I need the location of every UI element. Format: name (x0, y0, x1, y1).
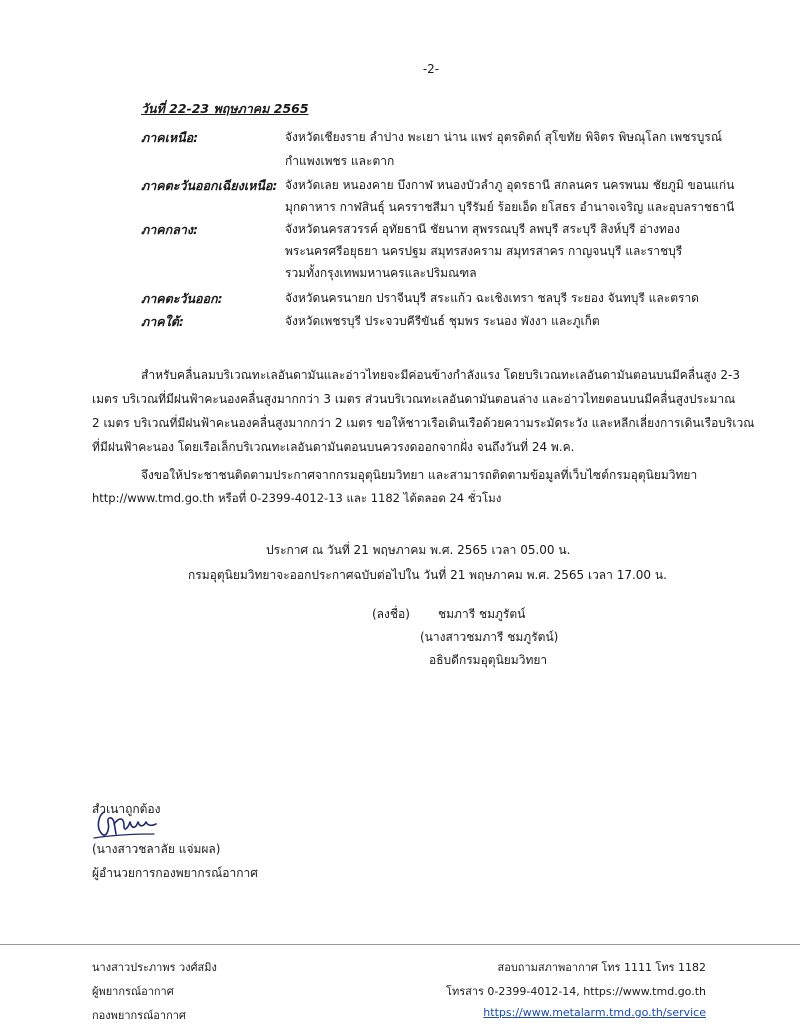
signatory-full-name: (นางสาวชมภารี ชมภูรัตน์) (420, 630, 559, 644)
region-text-line: จังหวัดเชียงราย ลำปาง พะเยา น่าน แพร่ อุตรดิตถ์ สุโขทัย พิจิตร พิษณุโลก เพชรบูรณ์ (285, 130, 722, 144)
footer-forecaster-title: ผู้พยากรณ์อากาศ (92, 985, 174, 998)
signed-name: ชมภารี ชมภูรัตน์ (438, 607, 526, 621)
wave-paragraph-line: เมตร บริเวณที่มีฝนฟ้าคะนองคลื่นสูงมากกว่า 3 เมตร ส่วนบริเวณทะเลอันดามันตอนล่าง และอ่าวไทยตอนบนมีคลื่นสูงประมาณ (92, 392, 736, 406)
announcement-issued: ประกาศ ณ วันที่ 21 พฤษภาคม พ.ศ. 2565 เวลา 05.00 น. (266, 543, 571, 557)
follow-paragraph-line: http://www.tmd.go.th หรือที่ 0-2399-4012-13 และ 1182 ได้ตลอด 24 ชั่วโมง (92, 491, 502, 505)
footer-service-link[interactable]: https://www.metalarm.tmd.go.th/service (483, 1006, 706, 1019)
region-label-central: ภาคกลาง: (141, 222, 198, 237)
signature-scribble-icon (92, 808, 158, 842)
wave-paragraph-line: ที่มีฝนฟ้าคะนอง โดยเรือเล็กบริเวณทะเลอันดามันตอนบนควรงดออกจากฝั่ง จนถึงวันที่ 24 พ.ค. (92, 440, 575, 454)
region-label-south: ภาคใต้: (141, 314, 184, 329)
footer-divider (0, 944, 800, 945)
wave-paragraph-line: 2 เมตร บริเวณที่มีฝนฟ้าคะนองคลื่นสูงมากกว่า 2 เมตร ขอให้ชาวเรือเดินเรือด้วยความระมัดระวัง และหลีกเลี่ยงการเดินเรือบริเวณ (92, 416, 755, 430)
footer-division: กองพยากรณ์อากาศ (92, 1009, 186, 1022)
follow-paragraph-line: จึงขอให้ประชาชนติดตามประกาศจากกรมอุตุนิยมวิทยา และสามารถติดตามข้อมูลที่เว็บไซต์กรมอุตุนิยมวิทยา (141, 468, 698, 482)
date-heading: วันที่ 22-23 พฤษภาคม 2565 (141, 101, 309, 116)
region-text-line: กำแพงเพชร และตาก (285, 154, 395, 168)
certified-title: ผู้อำนวยการกองพยากรณ์อากาศ (92, 866, 258, 880)
region-label-northeast: ภาคตะวันออกเฉียงเหนือ: (141, 178, 278, 193)
signed-label: (ลงชื่อ) (372, 607, 410, 621)
region-label-east: ภาคตะวันออก: (141, 291, 223, 306)
region-text-line: จังหวัดนครสวรรค์ อุทัยธานี ชัยนาท สุพรรณบุรี ลพบุรี สระบุรี สิงห์บุรี อ่างทอง (285, 222, 680, 236)
certified-name: (นางสาวชลาลัย แจ่มผล) (92, 842, 221, 856)
footer-contact-fax: โทรสาร 0-2399-4012-14, https://www.tmd.go.th (446, 985, 706, 998)
signatory-title: อธิบดีกรมอุตุนิยมวิทยา (429, 653, 548, 667)
page-number: -2- (422, 62, 440, 76)
announcement-next: กรมอุตุนิยมวิทยาจะออกประกาศฉบับต่อไปใน วันที่ 21 พฤษภาคม พ.ศ. 2565 เวลา 17.00 น. (188, 568, 667, 582)
footer-contact-phone: สอบถามสภาพอากาศ โทร 1111 โทร 1182 (497, 961, 706, 974)
wave-paragraph-line: สำหรับคลื่นลมบริเวณทะเลอันดามันและอ่าวไทยจะมีค่อนข้างกำลังแรง โดยบริเวณทะเลอันดามันตอนบนมีคลื่นสูง 2-3 (141, 368, 740, 382)
region-text-line: รวมทั้งกรุงเทพมหานครและปริมณฑล (285, 266, 477, 280)
certified-label: สำเนาถูกต้อง (92, 802, 161, 816)
footer-forecaster-name: นางสาวประภาพร วงศ์สมิง (92, 961, 217, 974)
region-text-line: พระนครศรีอยุธยา นครปฐม สมุทรสงคราม สมุทรสาคร กาญจนบุรี และราชบุรี (285, 244, 683, 258)
region-text-line: จังหวัดเพชรบุรี ประจวบคีรีขันธ์ ชุมพร ระนอง พังงา และภูเก็ต (285, 314, 600, 328)
region-label-north: ภาคเหนือ: (141, 130, 199, 145)
region-text-line: จังหวัดเลย หนองคาย บึงกาฬ หนองบัวลำภู อุดรธานี สกลนคร นครพนม ชัยภูมิ ขอนแก่น (285, 178, 735, 192)
region-text-line: จังหวัดนครนายก ปราจีนบุรี สระแก้ว ฉะเชิงเทรา ชลบุรี ระยอง จันทบุรี และตราด (285, 291, 699, 305)
region-text-line: มุกดาหาร กาฬสินธุ์ นครราชสีมา บุรีรัมย์ ร้อยเอ็ด ยโสธร อำนาจเจริญ และอุบลราชธานี (285, 200, 735, 214)
